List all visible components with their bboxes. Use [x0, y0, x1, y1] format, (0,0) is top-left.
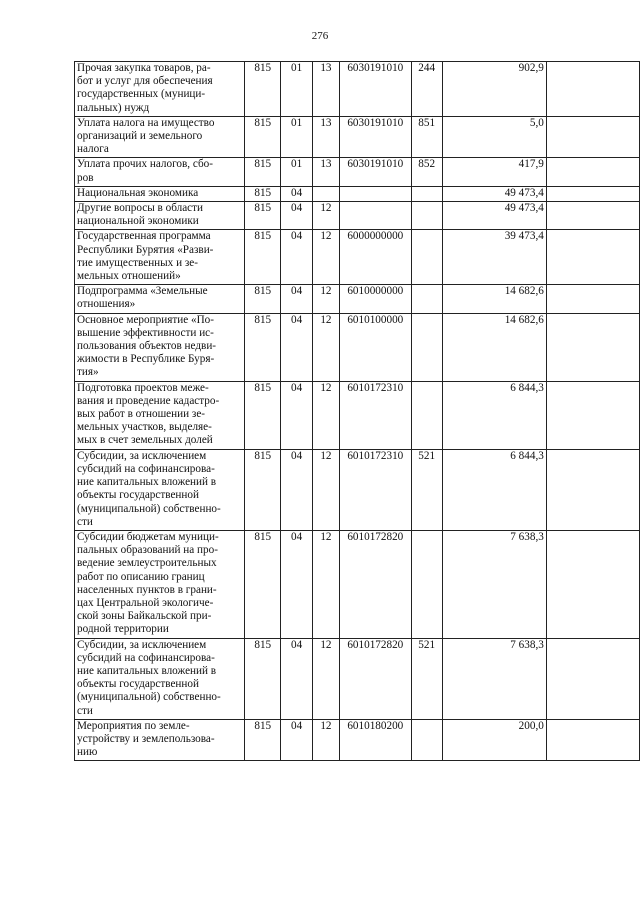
expense-type-code: 244: [411, 62, 442, 117]
table-row: [75, 638, 640, 719]
table-row: [75, 313, 640, 381]
empty-cell: [546, 285, 639, 313]
expense-type-code: [411, 202, 442, 230]
section-code: 01: [281, 158, 313, 186]
subsection-code: 13: [312, 116, 339, 158]
line-item-name: Подготовка проектов меже- вания и проведение кадастро- вых работ в отношении зе- мельных участков, выделяе- мых в счет земельных долей: [75, 381, 245, 449]
table-row: [75, 230, 640, 285]
empty-cell: [546, 202, 639, 230]
expense-type-code: [411, 186, 442, 201]
ministry-code: 815: [245, 186, 281, 201]
empty-cell: [546, 381, 639, 449]
subsection-code: 12: [312, 381, 339, 449]
page-number: 276: [311, 30, 329, 42]
subsection-code: 12: [312, 202, 339, 230]
subsection-code: 12: [312, 313, 339, 381]
expense-type-code: [411, 230, 442, 285]
empty-cell: [546, 719, 639, 761]
target-article-code: 6030191010: [339, 62, 411, 117]
expense-type-code: 521: [411, 449, 442, 530]
ministry-code: 815: [245, 230, 281, 285]
empty-cell: [546, 116, 639, 158]
line-item-name: Субсидии, за исключением субсидий на софинансирова- ние капитальных вложений в объекты государственной (муниципальной) собственно- сти: [75, 638, 245, 719]
expense-type-code: 521: [411, 638, 442, 719]
line-item-name: Прочая закупка товаров, ра- бот и услуг для обеспечения государственных (муници- пальных) нужд: [75, 62, 245, 117]
ministry-code: 815: [245, 116, 281, 158]
section-code: 04: [281, 186, 313, 201]
empty-cell: [546, 313, 639, 381]
empty-cell: [546, 230, 639, 285]
subsection-code: 12: [312, 719, 339, 761]
expense-type-code: [411, 381, 442, 449]
table-row: [75, 285, 640, 313]
amount: 417,9: [442, 158, 546, 186]
amount: 14 682,6: [442, 285, 546, 313]
subsection-code: 12: [312, 230, 339, 285]
empty-cell: [546, 638, 639, 719]
amount: 14 682,6: [442, 313, 546, 381]
ministry-code: 815: [245, 285, 281, 313]
subsection-code: [312, 186, 339, 201]
section-code: 04: [281, 719, 313, 761]
ministry-code: 815: [245, 638, 281, 719]
target-article-code: 6000000000: [339, 230, 411, 285]
section-code: 01: [281, 116, 313, 158]
table-row: [75, 62, 640, 117]
expense-type-code: [411, 719, 442, 761]
line-item-name: Уплата прочих налогов, сбо- ров: [75, 158, 245, 186]
subsection-code: 13: [312, 62, 339, 117]
line-item-name: Основное мероприятие «По- вышение эффективности ис- пользования объектов недви- жимости в Республике Буря- тия»: [75, 313, 245, 381]
table-row: [75, 530, 640, 638]
ministry-code: 815: [245, 313, 281, 381]
ministry-code: 815: [245, 449, 281, 530]
table-row: [75, 719, 640, 761]
table-row: [75, 381, 640, 449]
section-code: 04: [281, 230, 313, 285]
line-item-name: Мероприятия по земле- устройству и землепользова- нию: [75, 719, 245, 761]
empty-cell: [546, 186, 639, 201]
subsection-code: 12: [312, 449, 339, 530]
amount: 39 473,4: [442, 230, 546, 285]
table-row: [75, 158, 640, 186]
expense-type-code: [411, 313, 442, 381]
table-row: [75, 186, 640, 201]
target-article-code: [339, 202, 411, 230]
line-item-name: Другие вопросы в области национальной экономики: [75, 202, 245, 230]
amount: 200,0: [442, 719, 546, 761]
section-code: 04: [281, 202, 313, 230]
empty-cell: [546, 158, 639, 186]
amount: 49 473,4: [442, 202, 546, 230]
section-code: 04: [281, 285, 313, 313]
ministry-code: 815: [245, 530, 281, 638]
ministry-code: 815: [245, 158, 281, 186]
empty-cell: [546, 62, 639, 117]
target-article-code: 6010172820: [339, 530, 411, 638]
target-article-code: 6010180200: [339, 719, 411, 761]
line-item-name: Национальная экономика: [75, 186, 245, 201]
amount: 49 473,4: [442, 186, 546, 201]
amount: 7 638,3: [442, 530, 546, 638]
target-article-code: 6030191010: [339, 116, 411, 158]
line-item-name: Субсидии бюджетам муници- пальных образований на про- ведение землеустроительных работ по описанию границ населенных пунктов в грани- цах Центральной экологиче- ской зоны Байкальской при- родной территории: [75, 530, 245, 638]
expense-type-code: [411, 285, 442, 313]
target-article-code: 6010000000: [339, 285, 411, 313]
line-item-name: Уплата налога на имущество организаций и земельного налога: [75, 116, 245, 158]
target-article-code: 6010172310: [339, 449, 411, 530]
amount: 7 638,3: [442, 638, 546, 719]
ministry-code: 815: [245, 719, 281, 761]
amount: 6 844,3: [442, 449, 546, 530]
target-article-code: [339, 186, 411, 201]
target-article-code: 6010172820: [339, 638, 411, 719]
expense-type-code: 851: [411, 116, 442, 158]
section-code: 04: [281, 381, 313, 449]
ministry-code: 815: [245, 381, 281, 449]
section-code: 01: [281, 62, 313, 117]
expense-type-code: 852: [411, 158, 442, 186]
section-code: 04: [281, 638, 313, 719]
budget-table: [74, 61, 640, 761]
amount: 902,9: [442, 62, 546, 117]
table-row: [75, 202, 640, 230]
expense-type-code: [411, 530, 442, 638]
target-article-code: 6010172310: [339, 381, 411, 449]
subsection-code: 12: [312, 285, 339, 313]
target-article-code: 6030191010: [339, 158, 411, 186]
line-item-name: Субсидии, за исключением субсидий на софинансирова- ние капитальных вложений в объекты государственной (муниципальной) собственно- сти: [75, 449, 245, 530]
subsection-code: 13: [312, 158, 339, 186]
line-item-name: Государственная программа Республики Бурятия «Разви- тие имущественных и зе- мельных отношений»: [75, 230, 245, 285]
ministry-code: 815: [245, 62, 281, 117]
section-code: 04: [281, 313, 313, 381]
empty-cell: [546, 449, 639, 530]
empty-cell: [546, 530, 639, 638]
amount: 6 844,3: [442, 381, 546, 449]
target-article-code: 6010100000: [339, 313, 411, 381]
line-item-name: Подпрограмма «Земельные отношения»: [75, 285, 245, 313]
subsection-code: 12: [312, 638, 339, 719]
section-code: 04: [281, 530, 313, 638]
subsection-code: 12: [312, 530, 339, 638]
amount: 5,0: [442, 116, 546, 158]
ministry-code: 815: [245, 202, 281, 230]
table-row: [75, 116, 640, 158]
section-code: 04: [281, 449, 313, 530]
table-row: [75, 449, 640, 530]
